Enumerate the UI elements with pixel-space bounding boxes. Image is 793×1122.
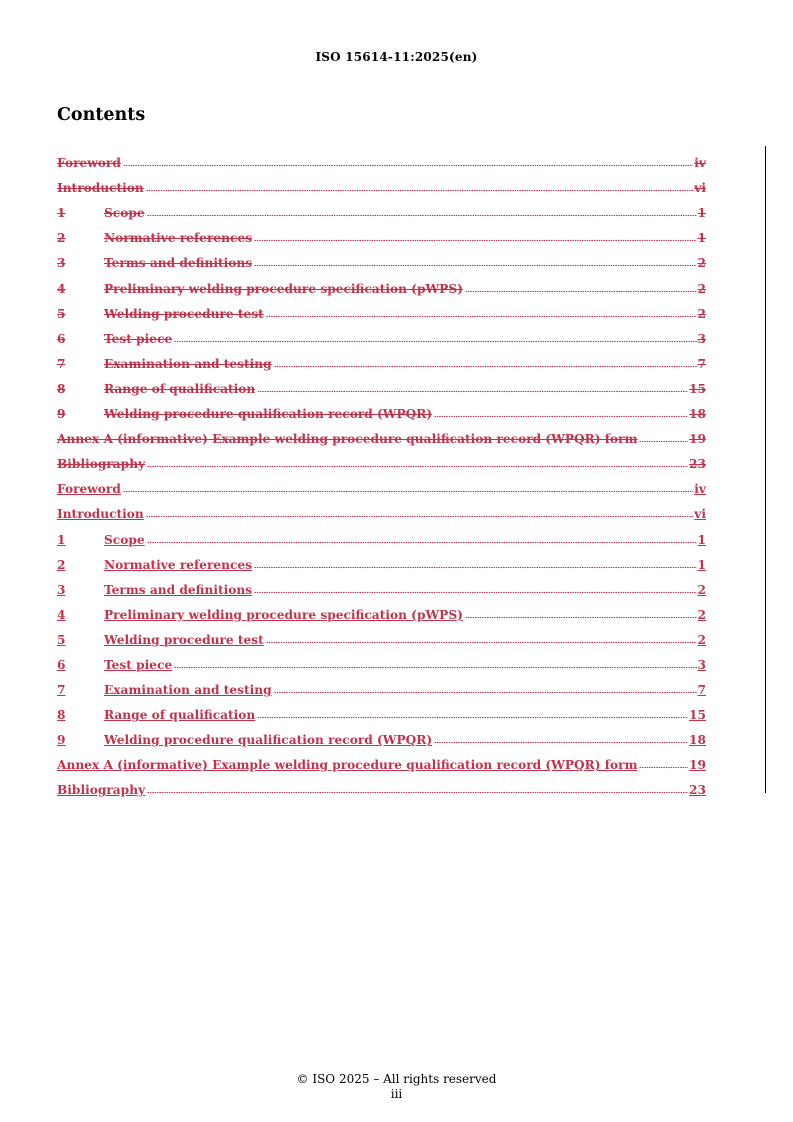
toc-entry-number: 1 bbox=[57, 532, 66, 547]
toc-entry-title: Annex A (informative) Example welding procedure qualification record (WPQR) form bbox=[57, 432, 638, 447]
toc-dot-leader bbox=[274, 691, 697, 694]
toc-dot-leader bbox=[434, 741, 688, 744]
toc-entry-title: Range of qualification bbox=[104, 381, 256, 396]
toc-entry-page: 23 bbox=[689, 783, 706, 798]
toc-entry-title: Test piece bbox=[104, 331, 173, 346]
toc-entry[interactable] bbox=[57, 574, 706, 599]
toc-entry-title: Preliminary welding procedure specification (pWPS) bbox=[104, 607, 463, 622]
toc-entry[interactable] bbox=[57, 348, 706, 373]
toc-entry[interactable] bbox=[57, 724, 706, 749]
toc-entry-title: Examination and testing bbox=[104, 356, 272, 371]
toc-entry-number: 9 bbox=[57, 407, 66, 422]
toc-entry-page: 3 bbox=[697, 657, 706, 672]
toc-dot-leader bbox=[257, 390, 688, 393]
toc-entry-number: 2 bbox=[57, 557, 66, 572]
toc-entry-page: 2 bbox=[697, 582, 706, 597]
toc-entry-title: Welding procedure test bbox=[104, 306, 264, 321]
toc-dot-leader bbox=[174, 666, 696, 669]
toc-entry-title: Welding procedure qualification record (WPQR) bbox=[104, 407, 433, 422]
toc-entry-page: iv bbox=[694, 482, 706, 497]
toc-entry-page: 1 bbox=[697, 557, 706, 572]
toc-entry[interactable] bbox=[57, 373, 706, 398]
toc-entry[interactable] bbox=[57, 674, 706, 699]
toc-dot-leader bbox=[254, 566, 696, 569]
toc-entry-page: 2 bbox=[697, 281, 706, 296]
toc-dot-leader bbox=[434, 415, 688, 418]
toc-dot-leader bbox=[254, 264, 696, 267]
toc-entry-page: 15 bbox=[689, 381, 706, 396]
toc-entry-title: Welding procedure qualification record (WPQR) bbox=[104, 733, 433, 748]
toc-entry-title: Bibliography bbox=[57, 783, 146, 798]
toc-dot-leader bbox=[254, 591, 696, 594]
copyright-notice: © ISO 2025 – All rights reserved bbox=[296, 1072, 497, 1086]
toc-entry[interactable] bbox=[57, 197, 706, 222]
toc-entry-page: 19 bbox=[689, 432, 706, 447]
toc-dot-leader bbox=[274, 365, 697, 368]
toc-entry-number: 4 bbox=[57, 607, 66, 622]
toc-dot-leader bbox=[147, 465, 688, 468]
toc-entry-number: 4 bbox=[57, 281, 66, 296]
toc-entry-title: Preliminary welding procedure specification (pWPS) bbox=[104, 281, 463, 296]
toc-entry-title: Scope bbox=[104, 206, 145, 221]
toc-entry[interactable] bbox=[57, 147, 706, 172]
toc-entry-title: Introduction bbox=[57, 507, 144, 522]
toc-entry-page: 7 bbox=[697, 683, 706, 698]
toc-entry-number: 6 bbox=[57, 657, 66, 672]
toc-entry[interactable] bbox=[57, 649, 706, 674]
toc-entry[interactable] bbox=[57, 473, 706, 498]
toc-entry-number: 5 bbox=[57, 306, 66, 321]
toc-entry[interactable] bbox=[57, 323, 706, 348]
contents-heading: Contents bbox=[57, 105, 146, 125]
toc-entry-title: Scope bbox=[104, 532, 145, 547]
toc-entry-page: 3 bbox=[697, 331, 706, 346]
toc-entry-number: 6 bbox=[57, 331, 66, 346]
toc-entry-title: Welding procedure test bbox=[104, 632, 264, 647]
toc-entry-page: iv bbox=[694, 156, 706, 171]
toc-dot-leader bbox=[174, 340, 696, 343]
toc-entry-page: 18 bbox=[689, 733, 706, 748]
toc-entry-page: 23 bbox=[689, 457, 706, 472]
toc-dot-leader bbox=[266, 641, 697, 644]
toc-entry[interactable] bbox=[57, 599, 706, 624]
toc-entry-page: 19 bbox=[689, 758, 706, 773]
toc-entry-title: Normative references bbox=[104, 231, 253, 246]
toc-entry-page: 2 bbox=[697, 306, 706, 321]
toc-entry-number: 1 bbox=[57, 206, 66, 221]
toc-dot-leader bbox=[146, 515, 693, 518]
toc-dot-leader bbox=[254, 239, 696, 242]
toc-entry-number: 8 bbox=[57, 381, 66, 396]
toc-entry-title: Test piece bbox=[104, 657, 173, 672]
toc-entry[interactable] bbox=[57, 624, 706, 649]
toc-dot-leader bbox=[123, 490, 693, 493]
table-of-contents bbox=[57, 147, 706, 799]
toc-dot-leader bbox=[146, 189, 693, 192]
toc-entry[interactable] bbox=[57, 298, 706, 323]
toc-entry-number: 7 bbox=[57, 356, 66, 371]
toc-dot-leader bbox=[147, 791, 688, 794]
toc-entry-page: 1 bbox=[697, 532, 706, 547]
toc-entry-number: 3 bbox=[57, 582, 66, 597]
toc-entry[interactable] bbox=[57, 749, 706, 774]
toc-entry-page: 18 bbox=[689, 407, 706, 422]
toc-dot-leader bbox=[639, 440, 688, 443]
toc-entry-title: Examination and testing bbox=[104, 683, 272, 698]
toc-entry-page: vi bbox=[694, 181, 706, 196]
toc-entry-title: Normative references bbox=[104, 557, 253, 572]
toc-entry[interactable] bbox=[57, 523, 706, 548]
toc-dot-leader bbox=[266, 315, 697, 318]
toc-dot-leader bbox=[123, 164, 693, 167]
toc-entry[interactable] bbox=[57, 549, 706, 574]
toc-dot-leader bbox=[465, 290, 697, 293]
toc-entry-title: Foreword bbox=[57, 156, 121, 171]
toc-entry[interactable] bbox=[57, 699, 706, 724]
toc-entry-number: 9 bbox=[57, 733, 66, 748]
document-header: ISO 15614-11:2025(en) bbox=[315, 50, 478, 64]
toc-dot-leader bbox=[639, 766, 688, 769]
toc-entry-number: 2 bbox=[57, 231, 66, 246]
toc-entry-page: 15 bbox=[689, 708, 706, 723]
toc-dot-leader bbox=[465, 616, 697, 619]
toc-entry-title: Introduction bbox=[57, 181, 144, 196]
revision-change-bar bbox=[765, 146, 766, 793]
toc-entry[interactable] bbox=[57, 172, 706, 197]
toc-entry-page: 2 bbox=[697, 607, 706, 622]
toc-entry-number: 3 bbox=[57, 256, 66, 271]
toc-entry[interactable] bbox=[57, 222, 706, 247]
toc-entry-page: 1 bbox=[697, 206, 706, 221]
toc-entry-title: Terms and definitions bbox=[104, 582, 253, 597]
toc-entry[interactable] bbox=[57, 247, 706, 272]
toc-entry-page: 1 bbox=[697, 231, 706, 246]
toc-entry-page: vi bbox=[694, 507, 706, 522]
toc-entry[interactable] bbox=[57, 272, 706, 297]
toc-entry[interactable] bbox=[57, 398, 706, 423]
toc-entry-title: Annex A (informative) Example welding procedure qualification record (WPQR) form bbox=[57, 758, 638, 773]
toc-entry[interactable] bbox=[57, 423, 706, 448]
toc-dot-leader bbox=[147, 541, 697, 544]
toc-entry-number: 5 bbox=[57, 632, 66, 647]
toc-entry[interactable] bbox=[57, 498, 706, 523]
page-number: iii bbox=[390, 1087, 403, 1101]
toc-dot-leader bbox=[147, 214, 697, 217]
page-footer bbox=[0, 1072, 793, 1102]
toc-entry-number: 7 bbox=[57, 683, 66, 698]
toc-entry-title: Terms and definitions bbox=[104, 256, 253, 271]
toc-entry-title: Foreword bbox=[57, 482, 121, 497]
toc-entry[interactable] bbox=[57, 774, 706, 799]
toc-entry-title: Range of qualification bbox=[104, 708, 256, 723]
toc-dot-leader bbox=[257, 716, 688, 719]
toc-entry-number: 8 bbox=[57, 708, 66, 723]
toc-entry-page: 7 bbox=[697, 356, 706, 371]
toc-entry[interactable] bbox=[57, 448, 706, 473]
toc-entry-page: 2 bbox=[697, 632, 706, 647]
toc-entry-page: 2 bbox=[697, 256, 706, 271]
toc-entry-title: Bibliography bbox=[57, 457, 146, 472]
